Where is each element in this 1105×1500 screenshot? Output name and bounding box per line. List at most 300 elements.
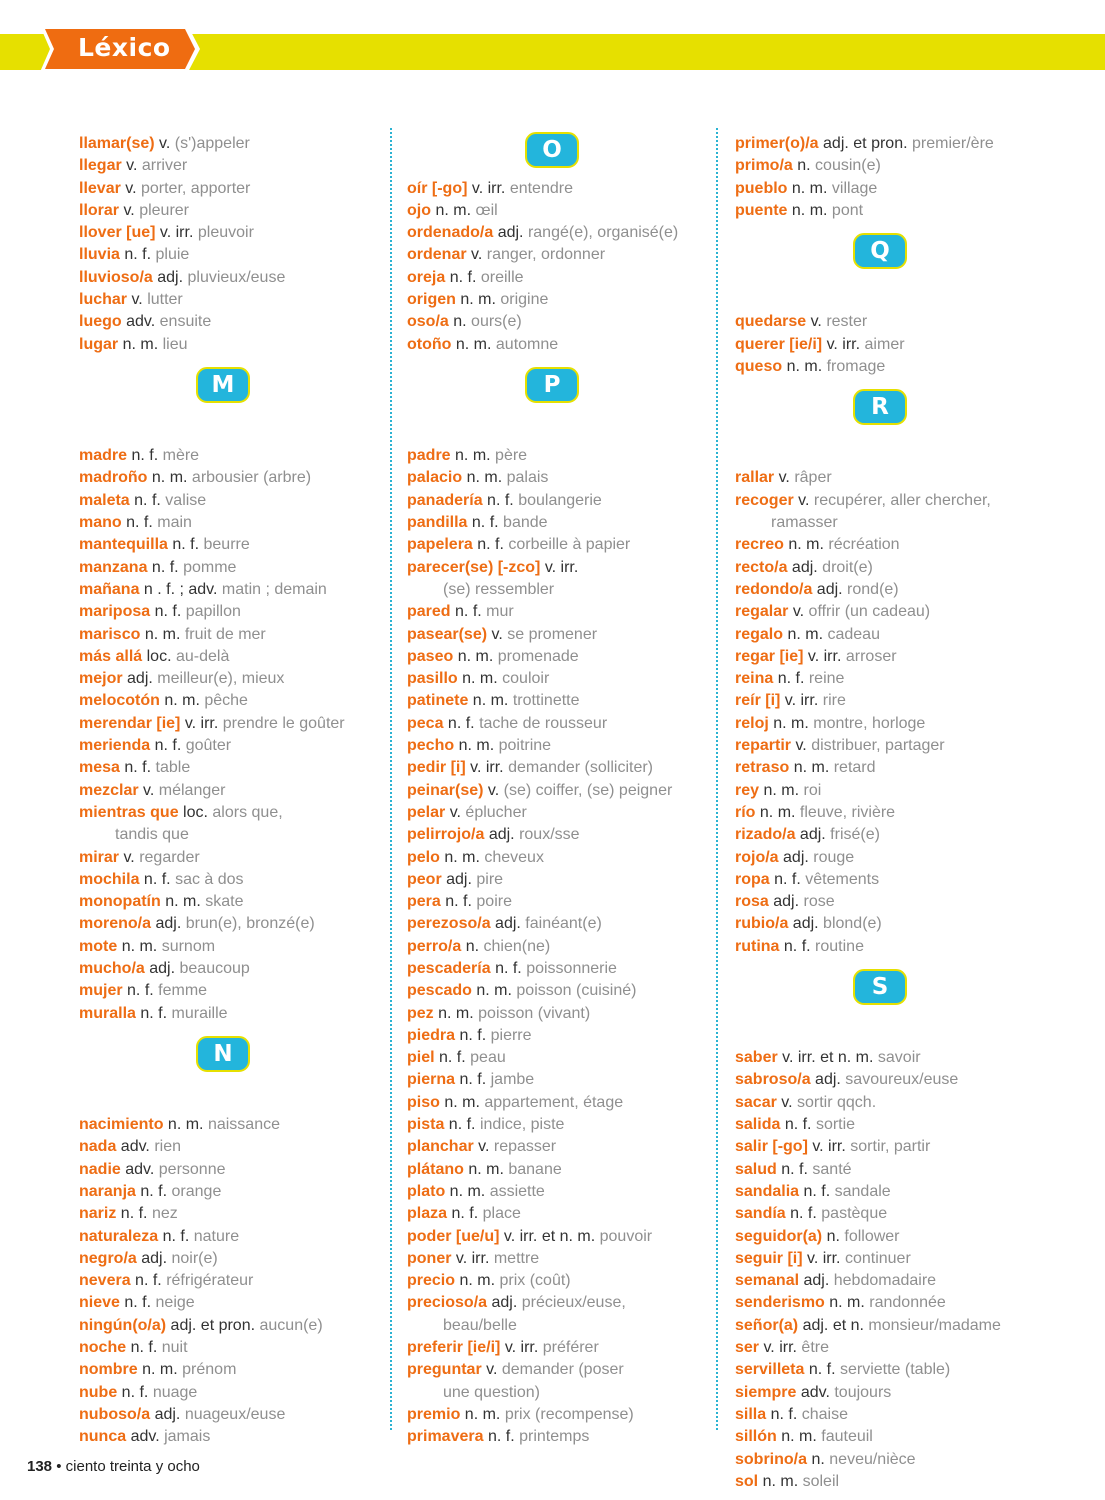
entry-translation: cheveux: [484, 848, 544, 866]
entry-grammar: v. irr. et n. m.: [782, 1049, 874, 1067]
column-divider: [390, 128, 392, 1430]
entry-grammar: n. f.: [781, 1160, 808, 1178]
entry-translation: bande: [503, 514, 548, 532]
entry-grammar: n. f.: [143, 870, 171, 888]
entry-translation: repasser: [493, 1138, 557, 1156]
entry-word: piel: [407, 1049, 435, 1067]
entry-grammar: adj.: [791, 558, 818, 576]
entry-translation: promenade: [497, 647, 579, 665]
entry-translation: oreille: [480, 268, 524, 286]
lexicon-entry: [735, 1069, 1075, 1091]
entry-grammar: n. f.: [134, 491, 161, 509]
entry-word: siempre: [735, 1383, 797, 1401]
entry-grammar: adj. et pron.: [823, 135, 908, 152]
entry-grammar: n. f.: [459, 1026, 487, 1044]
entry-word: senderismo: [735, 1294, 825, 1312]
entry-grammar: adj.: [803, 1272, 830, 1290]
lexicon-entry: [407, 1404, 707, 1426]
entry-translation: beaucoup: [179, 959, 250, 977]
entry-translation: rond(e): [847, 580, 899, 598]
entry-word: luchar: [79, 291, 128, 309]
entry-translation: neige: [155, 1294, 195, 1312]
entry-word: sabroso/a: [735, 1071, 811, 1089]
lexicon-entry: [79, 668, 379, 690]
entry-grammar: n. m.: [460, 291, 496, 309]
lexicon-entry: [735, 1382, 1075, 1404]
entry-translation: prix (recompense): [504, 1405, 634, 1423]
entry-word: sandalia: [735, 1182, 800, 1200]
letter-badge: M: [196, 367, 250, 403]
entry-word: llevar: [79, 179, 121, 197]
lexicon-entry: [407, 467, 707, 489]
entry-translation: aucun(e): [259, 1316, 323, 1334]
entry-grammar: v. irr.: [159, 224, 194, 242]
entry-grammar: v. irr.: [826, 335, 861, 353]
entry-translation: table: [155, 759, 191, 777]
entry-word: nada: [79, 1138, 117, 1156]
entry-grammar: n. f.: [487, 491, 514, 509]
lexicon-entry-continuation: [407, 579, 707, 601]
entry-translation: (s')appeler: [174, 135, 250, 152]
lexicon-entry: [407, 735, 707, 757]
entry-word: nube: [79, 1383, 118, 1401]
entry-word: pelar: [407, 803, 446, 821]
entry-word: nevera: [79, 1272, 131, 1290]
lexicon-entry: [735, 1337, 1075, 1359]
entry-grammar: v.: [471, 246, 483, 264]
entry-grammar: n. f.: [451, 1205, 479, 1223]
entry-grammar: n. f.: [131, 447, 159, 465]
entry-word: querer [ie/i]: [735, 335, 823, 353]
entry-word: ropa: [735, 870, 770, 888]
entry-word: perezoso/a: [407, 915, 491, 933]
entry-word: recto/a: [735, 558, 788, 576]
entry-grammar: n. m.: [787, 625, 824, 643]
entry-word: panadería: [407, 491, 483, 509]
entry-word: sobrino/a: [735, 1450, 808, 1468]
entry-word: nombre: [79, 1361, 138, 1379]
entry-word: sandía: [735, 1205, 786, 1223]
entry-word: reír [i]: [735, 692, 781, 710]
entry-word: pared: [407, 603, 451, 621]
entry-grammar: v.: [792, 603, 805, 621]
entry-translation: rien: [154, 1138, 181, 1156]
lexicon-entry: [735, 1404, 1075, 1426]
lexicon-entry: [79, 936, 379, 958]
entry-word: pierna: [407, 1071, 456, 1089]
entry-translation: arbousier (arbre): [191, 469, 312, 487]
entry-grammar: n. m.: [464, 1405, 501, 1423]
entry-translation: rouge: [813, 848, 855, 866]
entry-word: señor(a): [735, 1316, 799, 1334]
lexicon-entry: [735, 713, 1075, 735]
entry-word: lluvioso/a: [79, 268, 153, 286]
entry-word: pandilla: [407, 514, 468, 532]
lexicon-entry: [735, 780, 1075, 802]
lexicon-entry: [79, 757, 379, 779]
lexicon-entry: [407, 624, 707, 646]
lexicon-entry: [735, 1047, 1075, 1069]
lexicon-entry: [407, 445, 707, 467]
page-header: [0, 0, 1105, 90]
lexicon-entry: [79, 1359, 379, 1381]
lexicon-entry: [407, 1292, 707, 1314]
lexicon-entry: [79, 847, 379, 869]
entry-word: paseo: [407, 647, 454, 665]
lexicon-entry: [407, 668, 707, 690]
entry-grammar: v. irr.: [544, 558, 579, 576]
entry-translation: pêche: [204, 692, 248, 710]
entry-grammar: v. irr.: [807, 647, 842, 665]
entry-word: mañana: [79, 580, 140, 598]
entry-grammar: n. m.: [476, 982, 512, 1000]
entry-translation: pleurer: [139, 201, 189, 219]
lexicon-entry: [407, 847, 707, 869]
entry-translation: (se) coiffer, (se) peigner: [503, 781, 673, 799]
entry-word: reloj: [735, 714, 769, 732]
entry-translation: fauteuil: [821, 1428, 873, 1446]
lexicon-entry: [407, 490, 707, 512]
entry-translation: savoureux/euse: [845, 1071, 959, 1089]
entry-word: redondo/a: [735, 580, 813, 598]
entry-word: peca: [407, 714, 444, 732]
entry-translation: blond(e): [823, 915, 882, 933]
entry-grammar: n. m.: [457, 647, 494, 665]
entry-grammar: n. m.: [462, 670, 498, 688]
entry-word: madre: [79, 447, 128, 465]
entry-translation: au-delà: [175, 647, 230, 665]
lexicon-entry: [407, 1025, 707, 1047]
entry-grammar: n. f.: [471, 514, 499, 532]
entry-word: otoño: [407, 335, 452, 353]
entry-word: servilleta: [735, 1361, 805, 1379]
entry-grammar: n. m.: [472, 692, 509, 710]
entry-translation: origine: [500, 291, 549, 309]
entry-translation: ours(e): [471, 313, 522, 331]
entry-grammar: n. m.: [466, 469, 503, 487]
lexicon-entry: [735, 579, 1075, 601]
entry-translation: surnom: [161, 937, 216, 955]
entry-grammar: n. m.: [165, 893, 201, 911]
lexicon-entry: [407, 1226, 707, 1248]
lexicon-entry: [407, 1047, 707, 1069]
lexicon-entry: [79, 802, 379, 824]
entry-grammar: adj. et pron.: [170, 1316, 256, 1334]
entry-grammar: n. f.: [130, 1339, 158, 1357]
entry-grammar: adj.: [154, 1405, 181, 1423]
entry-grammar: adj.: [799, 826, 826, 844]
entry-translation: muraille: [171, 1004, 228, 1022]
entry-translation: randonnée: [869, 1294, 946, 1312]
entry-translation: retard: [833, 759, 876, 777]
entry-word: padre: [407, 447, 451, 465]
lexicon-entry: [735, 1248, 1075, 1270]
entry-grammar: n. m.: [763, 781, 800, 799]
entry-word: pista: [407, 1116, 445, 1134]
entry-word: muralla: [79, 1004, 136, 1022]
lexicon-entry: [407, 1092, 707, 1114]
lexicon-entry: [79, 311, 379, 333]
entry-word: sol: [735, 1472, 759, 1490]
entry-translation: monsieur/madame: [868, 1316, 1001, 1334]
entry-grammar: n. m.: [455, 335, 492, 353]
entry-translation: lieu: [162, 335, 188, 353]
entry-grammar: v.: [781, 1093, 793, 1111]
entry-translation: ensuite: [159, 313, 212, 331]
entry-grammar: adj.: [816, 580, 843, 598]
lexicon-entry: [79, 624, 379, 646]
lexicon-entry: [79, 869, 379, 891]
entry-translation: peau: [470, 1049, 506, 1067]
lexicon-column-3: [735, 133, 1075, 1493]
entry-grammar: adj. et n.: [802, 1316, 864, 1334]
entry-grammar: adv.: [126, 313, 156, 331]
lexicon-entry: [735, 1114, 1075, 1136]
entry-word: pelo: [407, 848, 440, 866]
entry-word: regalar: [735, 603, 789, 621]
lexicon-entry-continuation: [79, 824, 379, 846]
entry-translation: offrir (un cadeau): [808, 603, 931, 621]
lexicon-entry: [735, 1203, 1075, 1225]
entry-word: nariz: [79, 1205, 117, 1223]
entry-translation: sandale: [834, 1182, 891, 1200]
entry-word: llegar: [79, 157, 122, 175]
entry-word: plaza: [407, 1205, 448, 1223]
entry-translation: éplucher: [465, 803, 527, 821]
entry-translation: porter, apporter: [140, 179, 251, 197]
entry-translation: meilleur(e), mieux: [157, 670, 285, 688]
entry-word: patinete: [407, 692, 469, 710]
entry-grammar: v. irr.: [470, 759, 504, 777]
entry-grammar: n.: [811, 1450, 825, 1468]
entry-word: premio: [407, 1405, 461, 1423]
entry-grammar: adj.: [155, 915, 182, 933]
entry-grammar: n. f.: [449, 268, 477, 286]
entry-translation: printemps: [519, 1428, 590, 1446]
entry-word: puente: [735, 201, 788, 219]
entry-translation: pouvoir: [599, 1227, 653, 1245]
entry-word: llamar(se): [79, 135, 155, 152]
lexicon-entry: [407, 1270, 707, 1292]
entry-translation: roi: [803, 781, 822, 799]
lexicon-entry: [735, 690, 1075, 712]
lexicon-entry: [735, 1292, 1075, 1314]
entry-grammar: n. f.: [448, 1116, 476, 1134]
entry-translation: nature: [193, 1227, 240, 1245]
entry-translation: mur: [486, 603, 514, 621]
entry-grammar: adj.: [783, 848, 809, 866]
entry-translation: arriver: [141, 157, 188, 175]
entry-grammar: n. m.: [438, 1004, 474, 1022]
entry-grammar: n. f.: [154, 603, 182, 621]
entry-word: marisco: [79, 625, 141, 643]
letter-section-header: [735, 378, 1075, 467]
entry-grammar: adj.: [491, 1294, 518, 1312]
entry-word: papelera: [407, 536, 473, 554]
entry-translation: vêtements: [805, 870, 880, 888]
entry-word: mano: [79, 514, 122, 532]
entry-grammar: n.: [465, 937, 480, 955]
entry-translation-continued: beau/belle: [443, 1316, 517, 1334]
entry-word: oso/a: [407, 313, 449, 331]
lexicon-entry: [407, 936, 707, 958]
entry-grammar: v. irr.: [455, 1249, 490, 1267]
entry-grammar: n. f.: [439, 1049, 466, 1067]
lexicon-entry: [79, 646, 379, 668]
entry-grammar: n. f.: [135, 1272, 162, 1290]
entry-grammar: n. m.: [121, 937, 158, 955]
entry-word: mirar: [79, 848, 120, 866]
entry-grammar: v.: [491, 625, 503, 643]
entry-word: retraso: [735, 759, 790, 777]
entry-grammar: n. m.: [167, 1116, 204, 1134]
entry-translation: roux/sse: [519, 826, 580, 844]
entry-grammar: n. m.: [455, 447, 491, 465]
entry-word: piedra: [407, 1026, 456, 1044]
entry-word: poner: [407, 1249, 452, 1267]
lexicon-entry: [407, 690, 707, 712]
entry-word: pescadería: [407, 959, 491, 977]
lexicon-entry: [735, 1181, 1075, 1203]
letter-section-header: [79, 356, 379, 445]
entry-grammar: n. f.: [808, 1361, 836, 1379]
entry-word: pueblo: [735, 179, 788, 197]
lexicon-entry: [735, 1449, 1075, 1471]
entry-translation: réfrigérateur: [166, 1272, 254, 1290]
entry-translation: fleuve, rivière: [799, 803, 896, 821]
column-divider: [716, 128, 718, 1430]
lexicon-entry: [735, 1159, 1075, 1181]
entry-word: mujer: [79, 982, 123, 1000]
entry-grammar: n. f.: [172, 536, 200, 554]
entry-grammar: n. f.: [803, 1182, 831, 1200]
lexicon-entry: [735, 557, 1075, 579]
entry-grammar: adv.: [800, 1383, 830, 1401]
lexicon-entry: [79, 133, 379, 155]
lexicon-entry: [79, 1404, 379, 1426]
entry-word: naranja: [79, 1182, 136, 1200]
lexicon-entry: [735, 757, 1075, 779]
lexicon-entry: [407, 1248, 707, 1270]
entry-grammar: n. f.: [151, 558, 179, 576]
lexicon-column-1: [79, 133, 379, 1449]
lexicon-entry: [735, 624, 1075, 646]
entry-grammar: v.: [123, 201, 135, 219]
entry-word: más allá: [79, 647, 143, 665]
lexicon-entry: [79, 980, 379, 1002]
entry-word: rojo/a: [735, 848, 779, 866]
entry-grammar: v. irr.: [784, 692, 819, 710]
entry-grammar: n. f.: [774, 870, 801, 888]
entry-word: pasillo: [407, 670, 458, 688]
lexicon-entry: [407, 891, 707, 913]
entry-translation: poitrine: [498, 737, 552, 755]
entry-translation-continued: tandis que: [115, 826, 189, 844]
lexicon-entry: [735, 155, 1075, 177]
entry-translation: pomme: [183, 558, 237, 576]
lexicon-entry: [79, 1426, 379, 1448]
entry-grammar: n. f.: [783, 937, 811, 955]
entry-word: mejor: [79, 670, 123, 688]
entry-translation: râper: [794, 469, 832, 487]
lexicon-entry: [79, 958, 379, 980]
lexicon-entry: [407, 534, 707, 556]
entry-word: salida: [735, 1116, 781, 1134]
entry-word: manzana: [79, 558, 148, 576]
letter-badge: Q: [853, 233, 907, 269]
lexicon-entry: [735, 668, 1075, 690]
entry-translation: préférer: [542, 1339, 599, 1357]
entry-grammar: n. f.: [777, 670, 805, 688]
entry-grammar: n. f.: [477, 536, 504, 554]
entry-translation: premier/ère: [911, 135, 994, 152]
entry-grammar: v.: [143, 781, 155, 799]
entry-grammar: n. m.: [144, 625, 181, 643]
lexicon-entry: [407, 757, 707, 779]
entry-grammar: n. m.: [468, 1160, 504, 1178]
lexicon-entry: [407, 512, 707, 534]
lexicon-entry: [79, 1159, 379, 1181]
entry-translation: rire: [822, 692, 846, 710]
lexicon-entry: [735, 1315, 1075, 1337]
lexicon-entry: [407, 913, 707, 935]
entry-translation: main: [157, 514, 192, 532]
lexicon-entry: [407, 267, 707, 289]
entry-translation: skate: [205, 893, 244, 911]
entry-translation: ranger, ordonner: [486, 246, 606, 264]
lexicon-entry: [407, 1426, 707, 1448]
lexicon-entry: [407, 869, 707, 891]
letter-badge: P: [525, 367, 579, 403]
lexicon-entry: [407, 311, 707, 333]
entry-word: preferir [ie/i]: [407, 1339, 501, 1357]
entry-grammar: n. f.: [124, 246, 152, 264]
entry-word: recoger: [735, 491, 794, 509]
entry-word: pedir [i]: [407, 759, 466, 777]
entry-grammar: n. m.: [762, 1472, 799, 1490]
lexicon-entry-continuation: [407, 1315, 707, 1337]
lexicon-entry: [407, 1337, 707, 1359]
entry-translation: poissonnerie: [526, 959, 617, 977]
entry-translation: se promener: [507, 625, 598, 643]
entry-word: regar [ie]: [735, 647, 804, 665]
lexicon-entry: [79, 1226, 379, 1248]
lexicon-entry: [407, 601, 707, 623]
lexicon-entry: [407, 244, 707, 266]
page-title: Léxico: [78, 33, 171, 62]
entry-word: pera: [407, 893, 441, 911]
entry-word: oreja: [407, 268, 446, 286]
lexicon-entry: [735, 802, 1075, 824]
lexicon-entry: [735, 735, 1075, 757]
entry-word: seguir [i]: [735, 1249, 803, 1267]
entry-translation: sortir, partir: [850, 1138, 931, 1156]
entry-translation: lutter: [147, 291, 183, 309]
entry-word: mientras que: [79, 803, 179, 821]
letter-badge: S: [853, 969, 907, 1005]
entry-word: río: [735, 803, 756, 821]
entry-grammar: n. m.: [791, 179, 828, 197]
lexicon-entry: [735, 133, 1075, 155]
entry-word: sillón: [735, 1428, 777, 1446]
entry-grammar: n. f.: [487, 1428, 515, 1446]
lexicon-entry: [407, 178, 707, 200]
entry-grammar: v.: [798, 491, 810, 509]
entry-word: ordenar: [407, 246, 467, 264]
entry-word: nadie: [79, 1160, 121, 1178]
lexicon-entry: [735, 1471, 1075, 1493]
entry-translation: pastèque: [821, 1205, 888, 1223]
